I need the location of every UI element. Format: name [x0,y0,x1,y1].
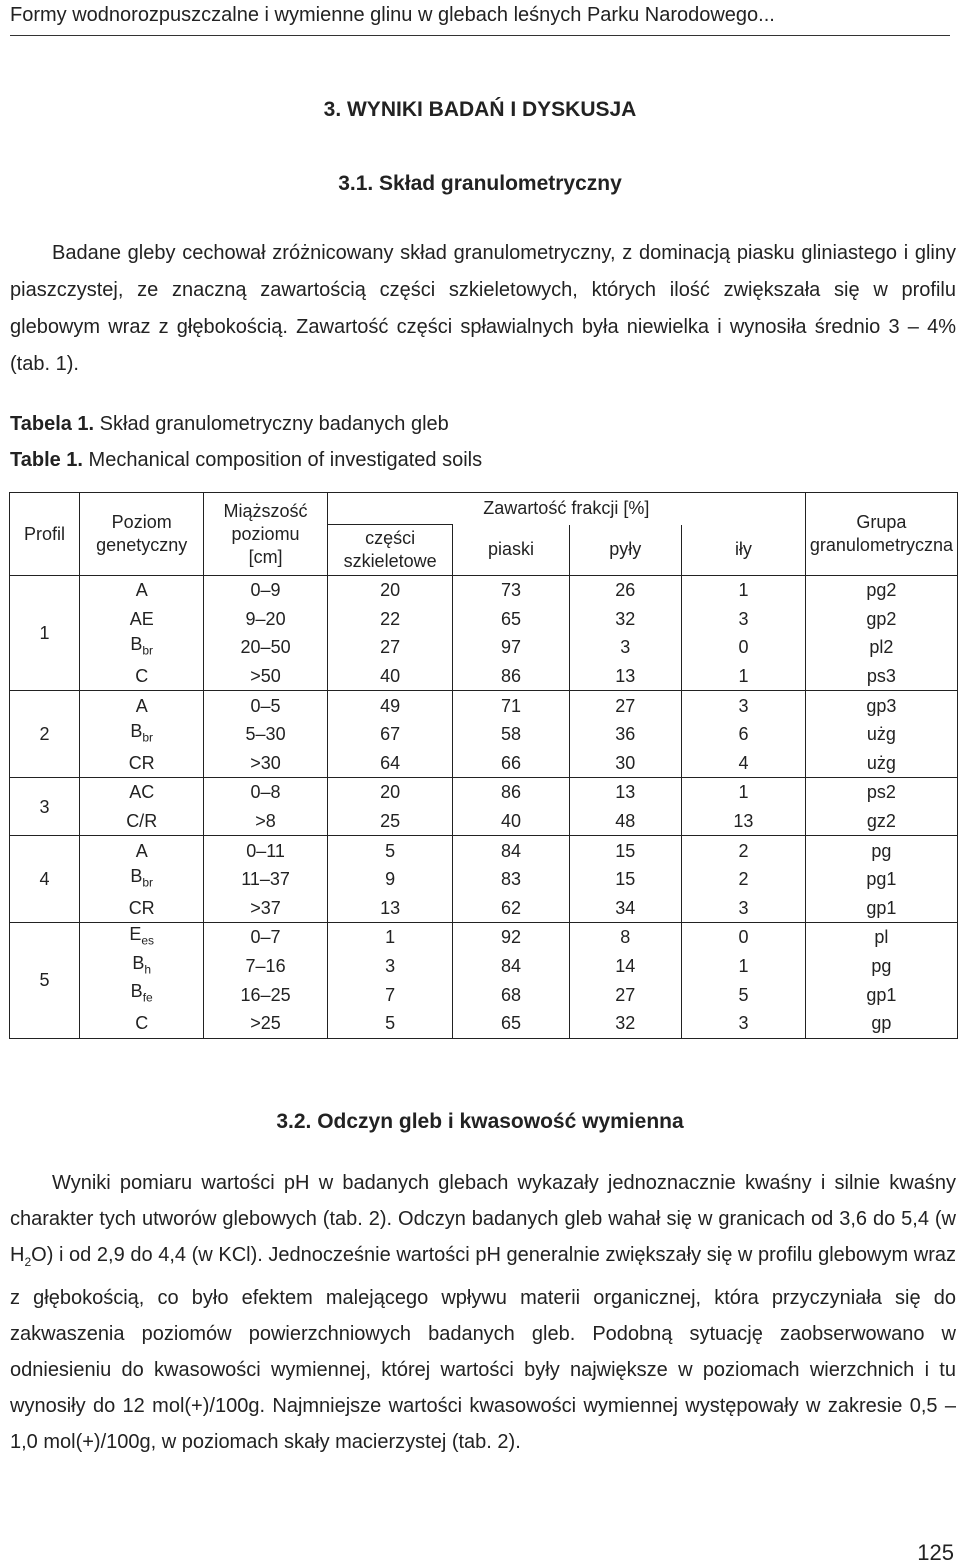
cell-piaski: 84 [453,952,569,981]
cell-piaski: 73 [453,576,569,605]
paragraph-granulometry [10,235,956,383]
cell-piaski: 86 [453,778,569,807]
cell-piaski: 65 [453,605,569,634]
cell-pyly: 36 [569,720,681,749]
cell-miazszosc: >50 [204,662,327,691]
table-row [10,576,958,605]
paragraph-text-part: O) i od 2,9 do 4,4 (w KCl). Jednocześnie wartości pH generalnie zwiększały się w profilu glebowym wraz z głębokością, co było efektem malejącego wpływu materii organicznej, która przyczyniała się do zakwaszenia poziomów powierzchniowych badanych gleb. Podobną sytuację zaobserwowano w odniesieniu do kwasowości wymiennej, której wartości były największe w poziomach wierzchnich i tu wynosiły do 12 mol(+)/100g. Najmniejsze wartości kwasowości wymiennej występowały w zakresie 0,5 – 1,0 mol(+)/100g, w poziomach skały macierzystej (tab. 2). [10,1244,956,1453]
cell-szkieletowe: 25 [327,807,453,836]
horizon-symbol: B [130,634,143,655]
header-pyly: pyły [569,525,681,576]
cell-szkieletowe: 1 [327,923,453,952]
cell-pyly: 3 [569,633,681,662]
cell-pyly: 48 [569,807,681,836]
cell-grupa: gz2 [805,807,957,836]
horizon-symbol: B [132,952,145,973]
cell-profil: 4 [10,836,80,923]
cell-poziom [80,980,204,1009]
table-row [10,952,958,981]
page-number: 125 [917,1540,954,1565]
cell-piaski: 83 [453,865,569,894]
cell-poziom [80,576,204,605]
cell-profil: 2 [10,691,80,778]
cell-grupa: pg [805,836,957,865]
cell-pyly: 27 [569,980,681,1009]
cell-poziom [80,720,204,749]
header-piaski: piaski [453,525,569,576]
header-zawartosc: Zawartość frakcji [%] [327,493,805,525]
cell-piaski: 68 [453,980,569,1009]
cell-piaski: 92 [453,923,569,952]
cell-szkieletowe: 40 [327,662,453,691]
cell-szkieletowe: 20 [327,576,453,605]
cell-piaski: 65 [453,1009,569,1038]
horizon-symbol: C [135,1013,149,1034]
cell-grupa: pg2 [805,576,957,605]
cell-pyly: 32 [569,605,681,634]
cell-ily: 13 [682,807,806,836]
cell-piaski: 40 [453,807,569,836]
cell-profil: 5 [10,923,80,1038]
cell-poziom [80,662,204,691]
cell-poziom [80,605,204,634]
table-body [10,576,958,1039]
horizon-symbol: B [130,720,143,741]
cell-grupa: użg [805,720,957,749]
cell-poziom [80,749,204,778]
header-ily: iły [682,525,806,576]
table-caption-en [10,449,482,472]
cell-ily: 2 [682,836,806,865]
horizon-symbol: A [135,840,148,861]
cell-miazszosc: 9–20 [204,605,327,634]
caption-label: Table 1. [10,449,83,471]
cell-pyly: 13 [569,662,681,691]
cell-piaski: 66 [453,749,569,778]
cell-pyly: 27 [569,691,681,720]
cell-grupa: gp1 [805,894,957,923]
cell-ily: 6 [682,720,806,749]
cell-miazszosc: 5–30 [204,720,327,749]
cell-miazszosc: 0–7 [204,923,327,952]
horizon-symbol: CR [128,752,155,773]
cell-ily: 0 [682,923,806,952]
cell-pyly: 26 [569,576,681,605]
cell-pyly: 15 [569,865,681,894]
cell-ily: 2 [682,865,806,894]
cell-szkieletowe: 7 [327,980,453,1009]
cell-ily: 1 [682,576,806,605]
header-szkieletowe: części szkieletowe [327,525,453,576]
table-row [10,720,958,749]
cell-miazszosc: >30 [204,749,327,778]
cell-ily: 1 [682,952,806,981]
cell-pyly: 30 [569,749,681,778]
cell-grupa: gp3 [805,691,957,720]
cell-poziom [80,894,204,923]
cell-miazszosc: 16–25 [204,980,327,1009]
cell-miazszosc: 0–9 [204,576,327,605]
horizon-symbol: B [130,865,143,886]
cell-poziom [80,836,204,865]
cell-ily: 3 [682,894,806,923]
cell-miazszosc: >37 [204,894,327,923]
horizon-symbol: CR [128,897,155,918]
cell-pyly: 34 [569,894,681,923]
cell-piaski: 84 [453,836,569,865]
cell-poziom [80,1009,204,1038]
cell-pyly: 8 [569,923,681,952]
cell-ily: 3 [682,605,806,634]
running-head: Formy wodnorozpuszczalne i wymienne glinu w glebach leśnych Parku Narodowego... [10,4,775,26]
cell-piaski: 62 [453,894,569,923]
table-row [10,865,958,894]
header-rule [10,35,950,36]
table-row [10,1009,958,1038]
cell-piaski: 97 [453,633,569,662]
cell-szkieletowe: 67 [327,720,453,749]
cell-szkieletowe: 9 [327,865,453,894]
cell-miazszosc: 11–37 [204,865,327,894]
horizon-subscript: fe [142,990,153,1005]
cell-ily: 0 [682,633,806,662]
horizon-symbol: E [129,924,142,945]
table-row [10,662,958,691]
cell-szkieletowe: 49 [327,691,453,720]
caption-text: Mechanical composition of investigated soils [83,449,483,471]
cell-grupa: pl2 [805,633,957,662]
cell-pyly: 14 [569,952,681,981]
horizon-symbol: A [135,580,148,601]
cell-poziom [80,952,204,981]
table-row [10,691,958,720]
horizon-symbol: C/R [126,811,158,832]
paragraph-text-part: Wyniki pomiaru wartości pH w badanych glebach wykazały jednoznacznie kwaśny i silnie kwaśny charakter tych utworów glebowych (tab. 2). Odczyn badanych gleb wahał się w granicach od 3,6 do 5,4 (w H [10,1172,956,1266]
table-row [10,894,958,923]
cell-szkieletowe: 3 [327,952,453,981]
cell-grupa: ps3 [805,662,957,691]
header-poziom: Poziom genetyczny [80,493,204,576]
horizon-subscript: es [141,933,155,948]
subscript-2: 2 [24,1255,32,1269]
table-row [10,836,958,865]
cell-szkieletowe: 64 [327,749,453,778]
cell-miazszosc: 0–5 [204,691,327,720]
horizon-symbol: AE [129,608,154,629]
cell-pyly: 15 [569,836,681,865]
cell-grupa: pl [805,923,957,952]
cell-szkieletowe: 22 [327,605,453,634]
cell-grupa: użg [805,749,957,778]
table-row [10,605,958,634]
horizon-subscript: br [142,875,154,890]
table-row [10,633,958,662]
cell-miazszosc: 7–16 [204,952,327,981]
cell-miazszosc: >25 [204,1009,327,1038]
horizon-subscript: br [142,643,154,658]
granulometry-table [9,492,958,1039]
paragraph-text [10,1165,956,1460]
cell-ily: 5 [682,980,806,1009]
horizon-subscript: br [142,730,154,745]
horizon-symbol: C [135,666,149,687]
subsection-title-granulometry: 3.1. Skład granulometryczny [338,172,622,195]
table-caption-pl [10,413,449,436]
cell-grupa: pg1 [805,865,957,894]
cell-ily: 1 [682,662,806,691]
cell-poziom [80,633,204,662]
cell-ily: 1 [682,778,806,807]
cell-miazszosc: 20–50 [204,633,327,662]
cell-poziom [80,778,204,807]
cell-pyly: 13 [569,778,681,807]
cell-pyly: 32 [569,1009,681,1038]
horizon-symbol: B [130,981,143,1002]
cell-grupa: gp1 [805,980,957,1009]
cell-poziom [80,807,204,836]
cell-grupa: pg [805,952,957,981]
table-row [10,980,958,1009]
cell-szkieletowe: 5 [327,1009,453,1038]
cell-szkieletowe: 20 [327,778,453,807]
cell-ily: 4 [682,749,806,778]
cell-piaski: 71 [453,691,569,720]
cell-ily: 3 [682,1009,806,1038]
cell-szkieletowe: 13 [327,894,453,923]
header-profil: Profil [10,493,80,576]
cell-grupa: gp [805,1009,957,1038]
horizon-symbol: AC [129,782,155,803]
cell-ily: 3 [682,691,806,720]
table-row [10,807,958,836]
cell-miazszosc: >8 [204,807,327,836]
cell-grupa: ps2 [805,778,957,807]
table-row [10,749,958,778]
table-row [10,778,958,807]
header-grupa: Grupa granulometryczna [805,493,957,576]
section-title: 3. WYNIKI BADAŃ I DYSKUSJA [323,98,637,121]
caption-label: Tabela 1. [10,413,95,435]
paragraph-text: Badane gleby cechował zróżnicowany skład granulometryczny, z dominacją piasku gliniastego i gliny piaszczystej, ze znaczną zawartością części szkieletowych, których ilość zwiększała się w profilu glebowym wraz z głębokością. Zawartość części spławialnych była niewielka i wynosiła średnio 3 – 4% (tab. 1). [10,242,956,375]
subsection-title-acidity: 3.2. Odczyn gleb i kwasowość wymienna [276,1110,684,1133]
cell-miazszosc: 0–8 [204,778,327,807]
table-row [10,923,958,952]
cell-piaski: 86 [453,662,569,691]
cell-poziom [80,691,204,720]
cell-poziom [80,923,204,952]
header-miazszosc: Miąższość poziomu [cm] [204,493,327,576]
cell-grupa: gp2 [805,605,957,634]
cell-miazszosc: 0–11 [204,836,327,865]
cell-profil: 1 [10,576,80,691]
horizon-subscript: h [144,962,152,977]
table-header [10,493,958,576]
paragraph-acidity [10,1165,956,1460]
caption-text: Skład granulometryczny badanych gleb [94,413,449,435]
cell-profil: 3 [10,778,80,836]
cell-poziom [80,865,204,894]
cell-szkieletowe: 27 [327,633,453,662]
horizon-symbol: A [135,695,148,716]
cell-piaski: 58 [453,720,569,749]
cell-szkieletowe: 5 [327,836,453,865]
